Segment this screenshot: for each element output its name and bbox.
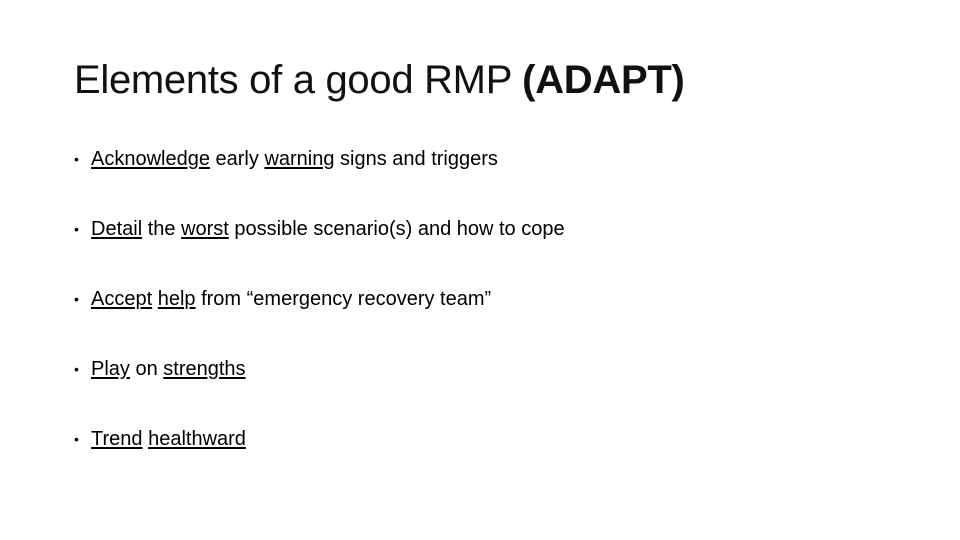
- bullet-dot: •: [74, 431, 79, 447]
- bullet-dot: •: [74, 361, 79, 377]
- bullet-item: [74, 350, 565, 420]
- bullet-dot: •: [74, 221, 79, 237]
- bullet-text: [91, 420, 246, 458]
- bullet-text: [91, 140, 498, 178]
- bullet-segment: Acknowledge: [91, 148, 210, 170]
- bullet-item: [74, 140, 565, 210]
- slide-title: [74, 52, 685, 108]
- bullet-segment: Trend: [91, 428, 143, 450]
- bullet-segment: the: [142, 218, 182, 240]
- bullet-segment: strengths: [163, 358, 246, 380]
- bullet-segment: Play: [91, 358, 130, 380]
- bullet-item: [74, 280, 565, 350]
- bullet-segment: from “emergency recovery team”: [195, 288, 492, 310]
- bullet-segment: help: [157, 288, 196, 310]
- bullet-segment: worst: [181, 218, 229, 240]
- bullet-segment: signs and triggers: [334, 148, 498, 170]
- bullet-segment: early: [209, 148, 265, 170]
- bullet-dot: •: [74, 151, 79, 167]
- bullet-text: [91, 280, 491, 318]
- bullet-dot: •: [74, 291, 79, 307]
- bullet-segment: Accept: [91, 288, 153, 310]
- title-acronym: (ADAPT): [522, 58, 685, 102]
- bullet-segment: on: [129, 358, 164, 380]
- bullet-segment: warning: [264, 148, 335, 170]
- bullet-segment: possible scenario(s) and how to cope: [228, 218, 565, 240]
- bullet-item: [74, 210, 565, 280]
- bullet-item: [74, 420, 565, 490]
- bullet-segment: Detail: [91, 218, 143, 240]
- bullet-list: [74, 140, 565, 490]
- bullet-text: [91, 210, 565, 248]
- bullet-segment: healthward: [148, 428, 246, 450]
- bullet-text: [91, 350, 246, 388]
- title-text: Elements of a good RMP: [74, 58, 523, 102]
